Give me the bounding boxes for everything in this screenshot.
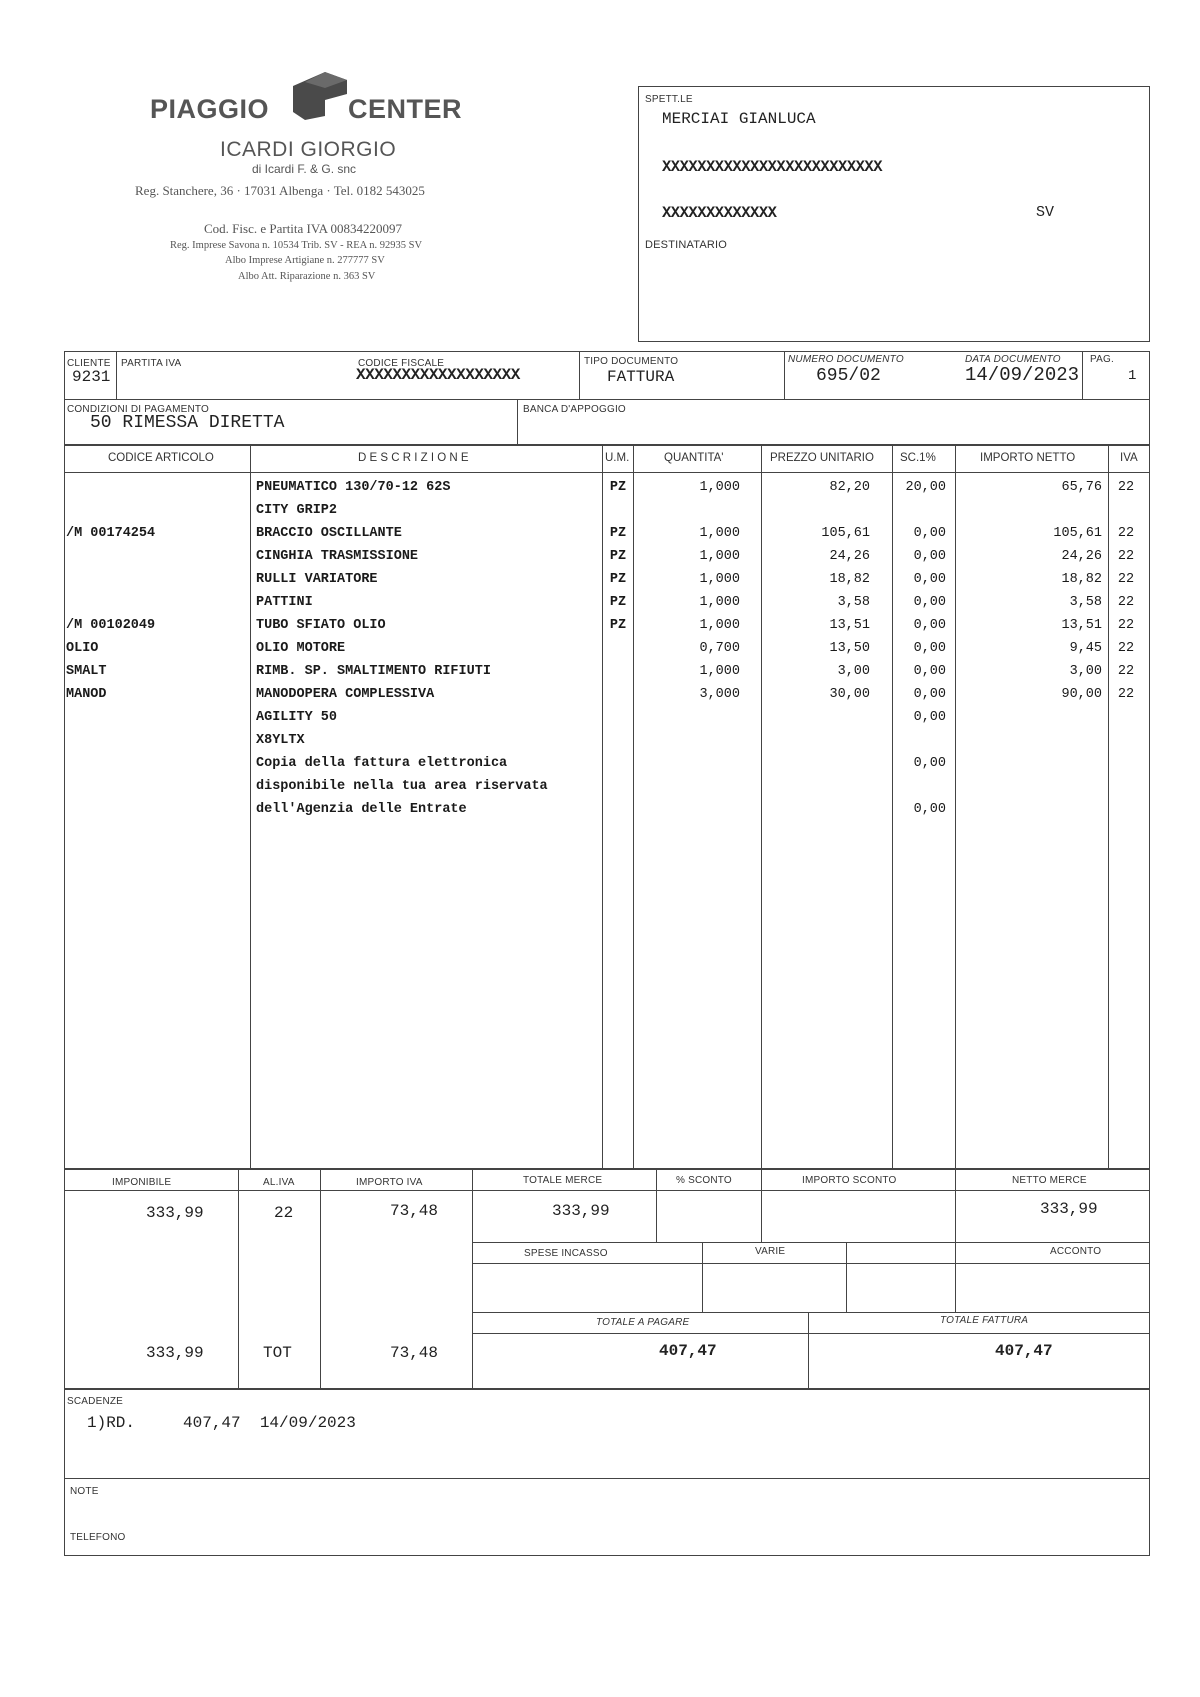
cell-desc: RULLI VARIATORE: [256, 572, 378, 587]
num-value: 695/02: [816, 366, 881, 386]
cell-sc: 0,00: [913, 618, 946, 633]
cond-value: 50 RIMESSA DIRETTA: [90, 413, 285, 433]
cell-iva: 22: [1117, 595, 1135, 610]
cell-price: 24,26: [829, 549, 870, 564]
company-subname: di Icardi F. & G. snc: [252, 162, 357, 176]
cell-desc: CITY GRIP2: [256, 503, 338, 518]
cell-code: /M 00102049: [66, 618, 156, 633]
num-label: NUMERO DOCUMENTO: [788, 354, 904, 365]
cell-desc: MANODOPERA COMPLESSIVA: [256, 687, 435, 702]
cell-price: 105,61: [821, 526, 870, 541]
cell-iva: 22: [1117, 664, 1135, 679]
recipient-prov: SV: [1036, 204, 1055, 221]
cell-qty: 1,000: [699, 480, 740, 495]
cell-desc: dell'Agenzia delle Entrate: [256, 802, 467, 817]
cell-desc: PNEUMATICO 130/70-12 62S: [256, 480, 451, 495]
impiva-value: 73,48: [390, 1202, 439, 1220]
spese-label: SPESE INCASSO: [524, 1248, 608, 1259]
cell-imp: 24,26: [1061, 549, 1102, 564]
cell-qty: 1,000: [699, 664, 740, 679]
cell-iva: 22: [1117, 687, 1135, 702]
cell-um: PZ: [609, 595, 627, 610]
cell-um: PZ: [609, 549, 627, 564]
totmerce-label: TOTALE MERCE: [523, 1175, 603, 1186]
cell-desc: CINGHIA TRASMISSIONE: [256, 549, 419, 564]
imponibile-value: 333,99: [146, 1204, 204, 1222]
impsconto-label: IMPORTO SCONTO: [802, 1175, 897, 1186]
cell-desc: OLIO MOTORE: [256, 641, 346, 656]
cell-qty: 1,000: [699, 595, 740, 610]
data-value: 14/09/2023: [965, 364, 1080, 386]
cell-price: 3,00: [837, 664, 870, 679]
aliva-value: 22: [274, 1204, 294, 1222]
cf-value: XXXXXXXXXXXXXXXXXX: [356, 366, 520, 384]
company-reg2: Albo Imprese Artigiane n. 277777 SV: [225, 255, 385, 266]
company-reg3: Albo Att. Riparazione n. 363 SV: [238, 271, 376, 282]
aliva-label: AL.IVA: [263, 1177, 295, 1188]
cell-price: 18,82: [829, 572, 870, 587]
varie-label: VARIE: [755, 1246, 786, 1257]
cell-sc: 20,00: [905, 480, 946, 495]
totmerce-value: 333,99: [552, 1202, 610, 1220]
col-prezzo: PREZZO UNITARIO: [770, 452, 874, 464]
cell-code: SMALT: [66, 664, 107, 679]
col-um: U.M.: [605, 452, 630, 464]
col-importo: IMPORTO NETTO: [980, 452, 1076, 464]
cond-label: CONDIZIONI DI PAGAMENTO: [67, 404, 210, 415]
cell-code: OLIO: [66, 641, 99, 656]
imponibile-label: IMPONIBILE: [112, 1177, 172, 1188]
cell-desc: AGILITY 50: [256, 710, 338, 725]
tipo-value: FATTURA: [607, 368, 675, 386]
cell-qty: 1,000: [699, 526, 740, 541]
cell-sc: 0,00: [913, 802, 946, 817]
cell-sc: 0,00: [913, 664, 946, 679]
topay-value: 407,47: [659, 1342, 717, 1360]
cell-imp: 90,00: [1061, 687, 1102, 702]
col-iva: IVA: [1120, 452, 1138, 464]
cell-sc: 0,00: [913, 641, 946, 656]
col-descrizione: D E S C R I Z I O N E: [358, 452, 469, 464]
topay-label: TOTALE A PAGARE: [596, 1317, 690, 1328]
nettomerce-label: NETTO MERCE: [1012, 1175, 1087, 1186]
note-label: NOTE: [70, 1486, 99, 1497]
recipient-line2: XXXXXXXXXXXXXXXXXXXXXXXXX: [662, 158, 883, 176]
nettomerce-value: 333,99: [1040, 1200, 1098, 1218]
cell-desc: X8YLTX: [256, 733, 305, 748]
cell-sc: 0,00: [913, 756, 946, 771]
scadenze-line: 1)RD. 407,47 14/09/2023: [87, 1414, 356, 1432]
cell-qty: 1,000: [699, 572, 740, 587]
cell-um: PZ: [609, 480, 627, 495]
cell-code: MANOD: [66, 687, 107, 702]
cell-sc: 0,00: [913, 687, 946, 702]
cell-imp: 65,76: [1061, 480, 1102, 495]
cell-iva: 22: [1117, 526, 1135, 541]
impiva-label: IMPORTO IVA: [356, 1177, 423, 1188]
cell-price: 13,50: [829, 641, 870, 656]
cell-iva: 22: [1117, 572, 1135, 587]
cliente-value: 9231: [72, 368, 111, 386]
cell-desc: PATTINI: [256, 595, 313, 610]
totfatt-value: 407,47: [995, 1342, 1053, 1360]
recipient-label: SPETT.LE: [645, 94, 693, 105]
cell-desc: Copia della fattura elettronica: [256, 756, 508, 771]
cell-imp: 3,00: [1069, 664, 1102, 679]
brand-right: CENTER: [348, 94, 463, 124]
telefono-label: TELEFONO: [70, 1532, 126, 1543]
cell-iva: 22: [1117, 549, 1135, 564]
cf-label: CODICE FISCALE: [358, 358, 445, 369]
cell-qty: 1,000: [699, 549, 740, 564]
pag-value: 1: [1128, 368, 1137, 384]
cell-sc: 0,00: [913, 710, 946, 725]
cell-iva: 22: [1117, 480, 1135, 495]
cell-code: /M 00174254: [66, 526, 156, 541]
cell-qty: 1,000: [699, 618, 740, 633]
cell-um: PZ: [609, 526, 627, 541]
company-tax: Cod. Fisc. e Partita IVA 00834220097: [204, 221, 403, 236]
acconto-label: ACCONTO: [1050, 1246, 1102, 1257]
cell-sc: 0,00: [913, 595, 946, 610]
cell-sc: 0,00: [913, 572, 946, 587]
cell-iva: 22: [1117, 618, 1135, 633]
cliente-label: CLIENTE: [67, 358, 111, 369]
cell-um: PZ: [609, 618, 627, 633]
banca-label: BANCA D'APPOGGIO: [523, 404, 626, 415]
cell-desc: BRACCIO OSCILLANTE: [256, 526, 402, 541]
company-reg1: Reg. Imprese Savona n. 10534 Trib. SV - REA n. 92935 SV: [170, 240, 423, 251]
recipient-dest-label: DESTINATARIO: [645, 239, 728, 251]
cell-price: 13,51: [829, 618, 870, 633]
cell-iva: 22: [1117, 641, 1135, 656]
data-label: DATA DOCUMENTO: [965, 354, 1061, 365]
totfatt-label: TOTALE FATTURA: [940, 1315, 1029, 1326]
cell-qty: 3,000: [699, 687, 740, 702]
cell-imp: 18,82: [1061, 572, 1102, 587]
cell-desc: disponibile nella tua area riservata: [256, 779, 548, 794]
tipo-label: TIPO DOCUMENTO: [584, 356, 679, 367]
cell-imp: 9,45: [1069, 641, 1102, 656]
col-codice: CODICE ARTICOLO: [108, 452, 214, 464]
cell-um: PZ: [609, 572, 627, 587]
brand-left: PIAGGIO: [150, 94, 270, 124]
cell-imp: 105,61: [1053, 526, 1102, 541]
company-name: ICARDI GIORGIO: [220, 138, 397, 161]
recipient-name: MERCIAI GIANLUCA: [662, 110, 816, 128]
tot-label: TOT: [263, 1344, 292, 1362]
cell-price: 82,20: [829, 480, 870, 495]
piva-label: PARTITA IVA: [121, 358, 182, 369]
col-quantita: QUANTITA': [664, 452, 724, 464]
cell-qty: 0,700: [699, 641, 740, 656]
tot-imponibile-value: 333,99: [146, 1344, 204, 1362]
piaggio-logo-icon: [285, 64, 355, 124]
cell-desc: RIMB. SP. SMALTIMENTO RIFIUTI: [256, 664, 491, 679]
cell-price: 30,00: [829, 687, 870, 702]
sconto-label: % SCONTO: [676, 1175, 732, 1186]
cell-sc: 0,00: [913, 549, 946, 564]
cell-imp: 13,51: [1061, 618, 1102, 633]
pag-label: PAG.: [1090, 354, 1114, 365]
cell-imp: 3,58: [1069, 595, 1102, 610]
cell-price: 3,58: [837, 595, 870, 610]
cell-desc: TUBO SFIATO OLIO: [256, 618, 386, 633]
cell-sc: 0,00: [913, 526, 946, 541]
scadenze-label: SCADENZE: [67, 1396, 124, 1407]
tot-iva-value: 73,48: [390, 1344, 439, 1362]
company-address: Reg. Stanchere, 36 · 17031 Albenga · Tel. 0182 543025: [135, 183, 425, 198]
col-sconto: SC.1%: [900, 452, 936, 464]
recipient-line3: XXXXXXXXXXXXX: [662, 204, 777, 222]
